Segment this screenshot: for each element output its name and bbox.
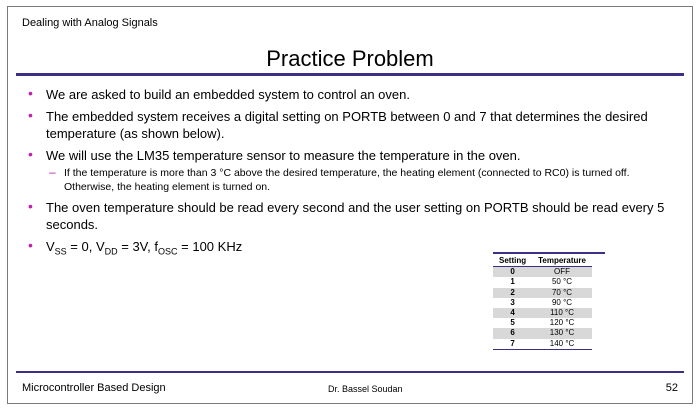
bullet-list	[26, 86, 672, 266]
column-header-temperature: Temperature	[532, 256, 592, 267]
bullet-text: The embedded system receives a digital setting on PORTB between 0 and 7 that determines the desired temperature (as shown below).	[46, 109, 648, 141]
table-row	[493, 318, 592, 328]
setting-cell: 5	[510, 318, 515, 328]
table-row	[493, 339, 592, 350]
vss-label: $V_{SS}$	[46, 239, 67, 257]
top-divider	[16, 73, 684, 76]
table-row	[493, 288, 592, 298]
table-row	[493, 277, 592, 287]
setting-cell: 3	[510, 297, 515, 307]
sub-bullet-item: – If the temperature is more than 3 °C above the desired temperature, the heating element (connected to RC0) is turned off. Otherwise, the heating element is turned on.	[46, 166, 672, 194]
bullet-item	[26, 199, 672, 233]
temperature-cell: 110 °C	[532, 308, 592, 318]
temperature-cell: OFF	[532, 267, 592, 278]
temperature-cell: 90 °C	[551, 297, 573, 307]
setting-cell: 4	[493, 308, 532, 318]
table-row	[493, 328, 592, 338]
temperature-cell: 50 °C	[551, 277, 573, 287]
sub-bullet-list	[46, 166, 672, 194]
setting-cell: 7	[493, 339, 532, 350]
vdd-value: = 3V,	[117, 239, 155, 254]
footer-course: Microcontroller Based Design	[22, 382, 166, 394]
setting-cell: 0	[493, 267, 532, 278]
table-header-row	[493, 256, 592, 267]
temperature-table-wrapper	[493, 252, 605, 350]
setting-cell: 2	[493, 288, 532, 298]
table-row	[493, 298, 592, 308]
bullet-item	[26, 108, 672, 142]
slide-title: Practice Problem	[266, 46, 434, 71]
slide	[7, 6, 693, 404]
fosc-label: $f_{OSC}$	[154, 239, 178, 257]
temperature-cell: 120 °C	[549, 318, 575, 328]
bullet-text: We are asked to build an embedded system to control an oven.	[46, 87, 410, 102]
setting-cell: 6	[493, 328, 532, 338]
bullet-item	[26, 86, 672, 103]
footer-author: Dr. Bassel Soudan	[328, 384, 403, 394]
bullet-text: The oven temperature should be read every second and the user setting on PORTB should be read every 5 seconds.	[46, 200, 665, 232]
table-top-rule	[493, 252, 605, 254]
vdd-label: $V_{DD}$	[95, 239, 118, 257]
temperature-cell: 70 °C	[532, 288, 592, 298]
fosc-value: = 100 KHz	[177, 239, 243, 254]
section-label: Dealing with Analog Signals	[22, 17, 158, 29]
column-header-setting: Setting	[493, 256, 532, 267]
temperature-cell: 140 °C	[532, 339, 592, 350]
bottom-divider	[16, 371, 684, 373]
vss-value: = 0,	[66, 239, 96, 254]
bullet-text: We will use the LM35 temperature sensor to measure the temperature in the oven.	[46, 148, 521, 163]
table-row	[493, 267, 592, 278]
page-number: 52	[665, 382, 678, 394]
bullet-item	[26, 147, 672, 194]
temperature-table	[493, 256, 592, 350]
temperature-cell: 130 °C	[532, 328, 592, 338]
table-row	[493, 308, 592, 318]
setting-cell: 1	[510, 277, 515, 287]
